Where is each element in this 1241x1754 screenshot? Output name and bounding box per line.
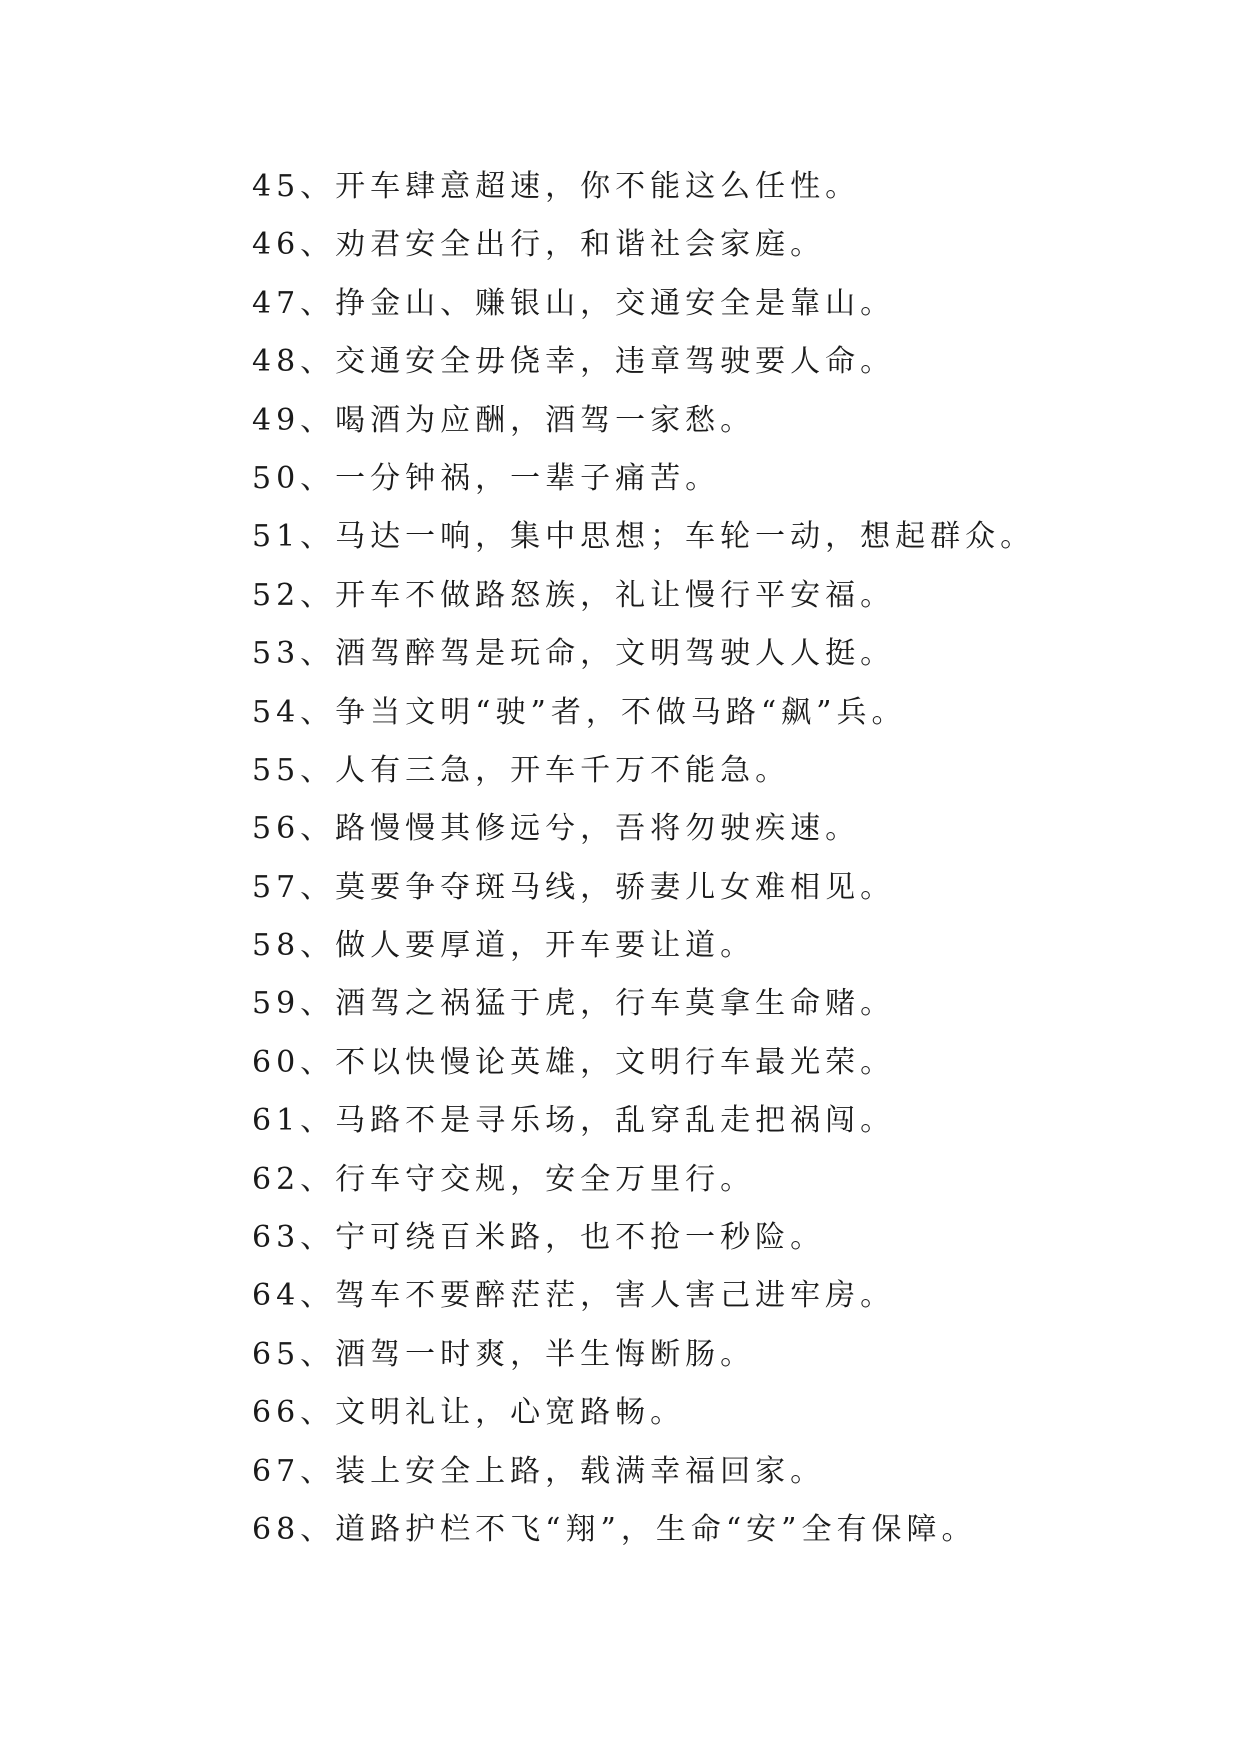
slogan-line: 59、酒驾之祸猛于虎，行车莫拿生命赌。 <box>252 986 896 1022</box>
slogan-line: 46、劝君安全出行，和谐社会家庭。 <box>252 227 826 263</box>
slogan-line: 53、酒驾醉驾是玩命，文明驾驶人人挺。 <box>252 636 896 672</box>
slogan-line: 55、人有三急，开车千万不能急。 <box>252 752 791 788</box>
slogan-line: 48、交通安全毋侥幸，违章驾驶要人命。 <box>252 344 896 380</box>
slogan-line: 52、开车不做路怒族，礼让慢行平安福。 <box>252 577 896 613</box>
slogan-line: 65、酒驾一时爽，半生悔断肠。 <box>252 1336 756 1372</box>
slogan-line: 62、行车守交规，安全万里行。 <box>252 1161 756 1197</box>
slogan-line: 56、路慢慢其修远兮，吾将勿驶疾速。 <box>252 811 861 847</box>
slogan-line: 68、道路护栏不飞“翔”，生命“安”全有保障。 <box>252 1511 977 1547</box>
slogan-line: 63、宁可绕百米路，也不抢一秒险。 <box>252 1220 826 1256</box>
slogan-line: 51、马达一响，集中思想；车轮一动，想起群众。 <box>252 519 1036 555</box>
slogan-line: 47、挣金山、赚银山，交通安全是靠山。 <box>252 285 896 321</box>
slogan-line: 60、不以快慢论英雄，文明行车最光荣。 <box>252 1044 896 1080</box>
slogan-line: 61、马路不是寻乐场，乱穿乱走把祸闯。 <box>252 1103 896 1139</box>
slogan-line: 50、一分钟祸，一辈子痛苦。 <box>252 460 721 496</box>
slogan-line: 58、做人要厚道，开车要让道。 <box>252 928 756 964</box>
slogan-list <box>252 158 1212 1559</box>
slogan-line: 66、文明礼让，心宽路畅。 <box>252 1395 686 1431</box>
slogan-line: 49、喝酒为应酬，酒驾一家愁。 <box>252 402 756 438</box>
slogan-line: 45、开车肆意超速，你不能这么任性。 <box>252 169 861 204</box>
slogan-line: 54、争当文明“驶”者，不做马路“飙”兵。 <box>252 694 907 730</box>
slogan-line: 64、驾车不要醉茫茫，害人害己进牢房。 <box>252 1278 896 1314</box>
slogan-line: 57、莫要争夺斑马线，骄妻儿女难相见。 <box>252 869 896 905</box>
slogan-line: 67、装上安全上路，载满幸福回家。 <box>252 1453 826 1489</box>
